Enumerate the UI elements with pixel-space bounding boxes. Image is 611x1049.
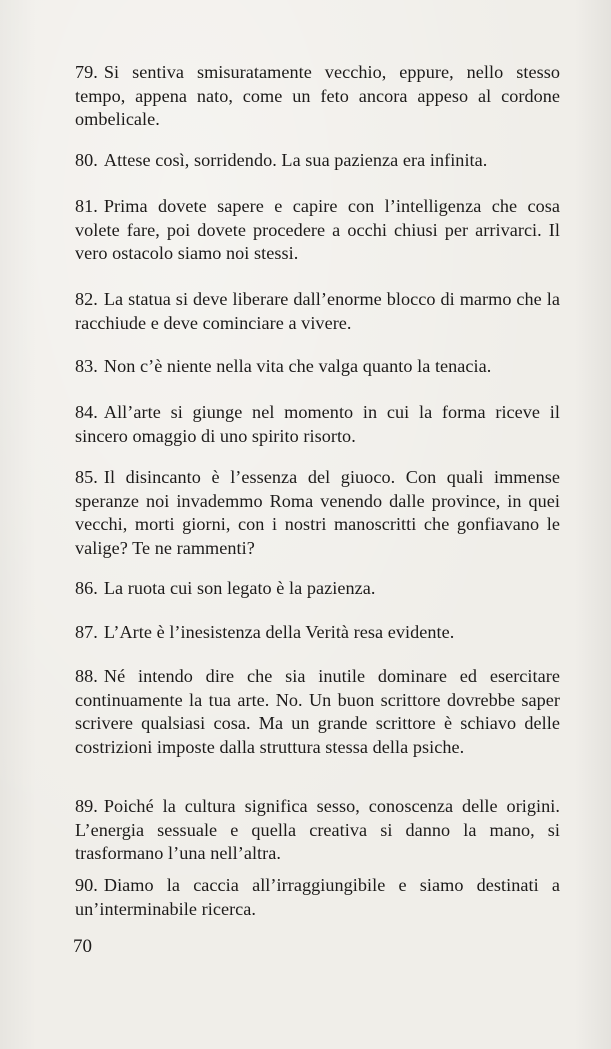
aphorism-text: Diamo la caccia all’irraggiungibile e siamo destinati a un’interminabile ricerca. [75, 875, 560, 919]
aphorism-number: 90. [75, 875, 98, 895]
aphorism-number: 80. [75, 150, 98, 170]
aphorism-text: Poiché la cultura significa sesso, conoscenza delle origini. L’energia sessuale e quella creativa si danno la mano, si trasformano l’una nell’altra. [75, 796, 560, 863]
aphorism-number: 89. [75, 796, 98, 816]
aphorism-text: La statua si deve liberare dall’enorme blocco di marmo che la racchiude e deve cominciare a vivere. [75, 289, 560, 333]
aphorism-number: 85. [75, 467, 98, 487]
aphorism-80 [75, 149, 560, 173]
aphorism-number: 79. [75, 62, 98, 82]
aphorism-85 [75, 466, 560, 560]
aphorism-87 [75, 621, 560, 645]
aphorism-86 [75, 577, 560, 601]
aphorism-text: Prima dovete sapere e capire con l’intelligenza che cosa volete fare, poi dovete procedere a occhi chiusi per arrivarci. Il vero ostacolo siamo noi stessi. [75, 196, 560, 263]
aphorism-number: 84. [75, 402, 98, 422]
aphorism-88 [75, 665, 560, 759]
aphorism-79 [75, 61, 560, 132]
aphorism-81 [75, 195, 560, 266]
aphorism-90 [75, 874, 560, 921]
aphorism-text: Si sentiva smisuratamente vecchio, eppure, nello stesso tempo, appena nato, come un feto ancora appeso al cordone ombelicale. [75, 62, 560, 129]
aphorism-text: All’arte si giunge nel momento in cui la forma riceve il sincero omaggio di uno spirito risorto. [75, 402, 560, 446]
aphorism-number: 87. [75, 622, 98, 642]
aphorism-text: L’Arte è l’inesistenza della Verità resa evidente. [103, 622, 455, 642]
aphorism-text: Non c’è niente nella vita che valga quanto la tenacia. [103, 356, 492, 376]
aphorism-83 [75, 355, 560, 379]
aphorism-84 [75, 401, 560, 448]
aphorism-82 [75, 288, 560, 335]
aphorism-text: Il disincanto è l’essenza del giuoco. Con quali immense speranze noi invademmo Roma venendo dalle province, in quei vecchi, morti giorni, con i nostri manoscritti che gonfiavano le valige? Te ne rammenti? [75, 467, 560, 558]
aphorism-text: Attese così, sorridendo. La sua pazienza era infinita. [103, 150, 488, 170]
aphorism-89 [75, 795, 560, 866]
aphorism-number: 83. [75, 356, 98, 376]
aphorism-number: 86. [75, 578, 98, 598]
aphorism-text: La ruota cui son legato è la pazienza. [103, 578, 376, 598]
aphorism-number: 82. [75, 289, 98, 309]
aphorism-number: 81. [75, 196, 98, 216]
page-number: 70 [73, 936, 92, 957]
aphorism-number: 88. [75, 666, 98, 686]
aphorism-text: Né intendo dire che sia inutile dominare ed esercitare continuamente la tua arte. No. Un buon scrittore dovrebbe saper scrivere qualsiasi cosa. Ma un grande scrittore è schiavo delle costrizioni imposte dalla struttura stessa della psiche. [75, 666, 560, 757]
